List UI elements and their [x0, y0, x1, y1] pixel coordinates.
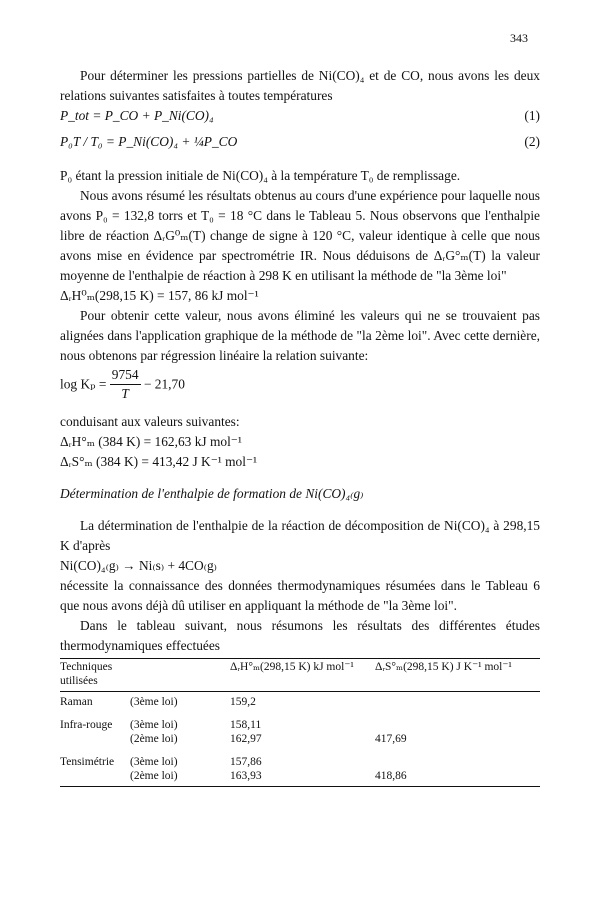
equation-4 [60, 366, 540, 412]
table-cell [60, 732, 130, 746]
equation-4-denominator: T [121, 386, 129, 401]
table-row [60, 709, 540, 732]
table-cell: 418,86 [375, 769, 540, 787]
paragraph-table-intro: Dans le tableau suivant, nous résumons les résultats des différentes études thermodynamiques effectuées [60, 618, 540, 653]
table-cell: 157,86 [230, 756, 262, 768]
table-header-row [60, 659, 540, 692]
table-cell [60, 769, 130, 787]
equation-2-text: P₀T / T₀ = P_Ni(CO)₄ + ¼P_CO [60, 134, 238, 149]
equation-4-fraction [110, 366, 141, 403]
page-number: 343 [510, 31, 528, 45]
table-cell: Infra-rouge [60, 719, 113, 731]
table-row [60, 692, 540, 710]
equation-7-text: Ni(CO)₄₍g₎ → Ni₍s₎ + 4CO₍g₎ [60, 558, 217, 573]
equation-4-lhs: log Kₚ = [60, 376, 107, 392]
table-cell [375, 746, 540, 769]
paragraph-method-2: Pour obtenir cette valeur, nous avons éliminé les valeurs qui ne se trouvaient pas alignées dans l'application graphique de la méthode de "la 2ème loi". Avec cette dernière, nous obtenons par régression linéaire la relation suivante: [60, 308, 540, 363]
table-cell: Raman [60, 696, 93, 708]
table-cell [375, 692, 540, 710]
table-cell [375, 709, 540, 732]
equation-6 [60, 452, 540, 472]
equation-6-text: ΔᵣS°ₘ (384 K) = 413,42 J K⁻¹ mol⁻¹ [60, 454, 258, 469]
section-heading: Détermination de l'enthalpie de formation de Ni(CO)₄₍g₎ [60, 486, 364, 501]
table-cell: (2ème loi) [130, 769, 230, 787]
paragraph-intro: Pour déterminer les pressions partielles de Ni(CO)₄ et de CO, nous avons les deux relations suivantes satisfaites à toutes températures [60, 68, 540, 103]
table-row [60, 746, 540, 769]
equation-1-number: (1) [524, 108, 540, 123]
table-cell: 163,93 [230, 769, 375, 787]
table-cell: 159,2 [230, 696, 256, 708]
equation-2 [60, 126, 540, 166]
table-cell: 158,11 [230, 719, 262, 731]
table-row [60, 732, 540, 746]
equation-3-text: ΔᵣH⁰ₘ(298,15 K) = 157, 86 kJ mol⁻¹ [60, 288, 259, 303]
equation-1-text: P_tot = P_CO + P_Ni(CO)₄ [60, 108, 214, 123]
paragraph-results: Nous avons résumé les résultats obtenus au cours d'une expérience pour laquelle nous avons P₀ = 132,8 torrs et T₀ = 18 °C dans le Tableau 5. Nous observons que l'enthalpie libre de réaction ΔᵣG⁰ₘ(T) change de signe à 120 °C, valeur identique à celle que nous avons mise en évidence par spectrométrie IR. Nous déduisons de ΔᵣG°ₘ(T) la valeur moyenne de l'enthalpie de réaction à 298 K en utilisant la méthode de "la 3ème loi" [60, 188, 540, 283]
spacer [60, 472, 540, 484]
table-header-cell [130, 659, 230, 692]
equation-1 [60, 106, 540, 126]
equation-2-number: (2) [524, 134, 540, 149]
results-table [60, 658, 540, 787]
table-cell: (3ème loi) [130, 719, 178, 731]
equation-4-numerator: 9754 [110, 366, 141, 385]
spacer [60, 504, 540, 516]
paragraph-decomposition: La détermination de l'enthalpie de la réaction de décomposition de Ni(CO)₄ à 298,15 K d'après [60, 518, 540, 553]
table-header-cell: Techniques utilisées [60, 659, 130, 692]
table-row [60, 769, 540, 787]
paragraph-tableau-6: nécessite la connaissance des données thermodynamiques résumées dans le Tableau 6 que nous avons déjà dû utiliser en appliquant la méthode de "la 3ème loi". [60, 578, 540, 613]
table-header-cell: ΔᵣH°ₘ(298,15 K) kJ mol⁻¹ [230, 659, 375, 692]
equation-5 [60, 432, 540, 452]
equation-7 [60, 556, 540, 576]
table-cell: (2ème loi) [130, 733, 178, 745]
equation-5-text: ΔᵣH°ₘ (384 K) = 162,63 kJ mol⁻¹ [60, 434, 242, 449]
table-cell: 417,69 [375, 733, 407, 745]
table-cell: (3ème loi) [130, 696, 178, 708]
table-cell: 162,97 [230, 733, 262, 745]
table-cell: Tensimétrie [60, 756, 115, 768]
table-cell: (3ème loi) [130, 756, 178, 768]
leading-line: conduisant aux valeurs suivantes: [60, 414, 240, 429]
equation-4-rhs: − 21,70 [143, 376, 185, 392]
equation-3 [60, 286, 540, 306]
table-header-cell: ΔᵣS°ₘ(298,15 K) J K⁻¹ mol⁻¹ [375, 659, 540, 692]
body-text [60, 66, 540, 787]
paragraph-definition: P₀ étant la pression initiale de Ni(CO)₄ à la température T₀ de remplissage. [60, 168, 461, 183]
